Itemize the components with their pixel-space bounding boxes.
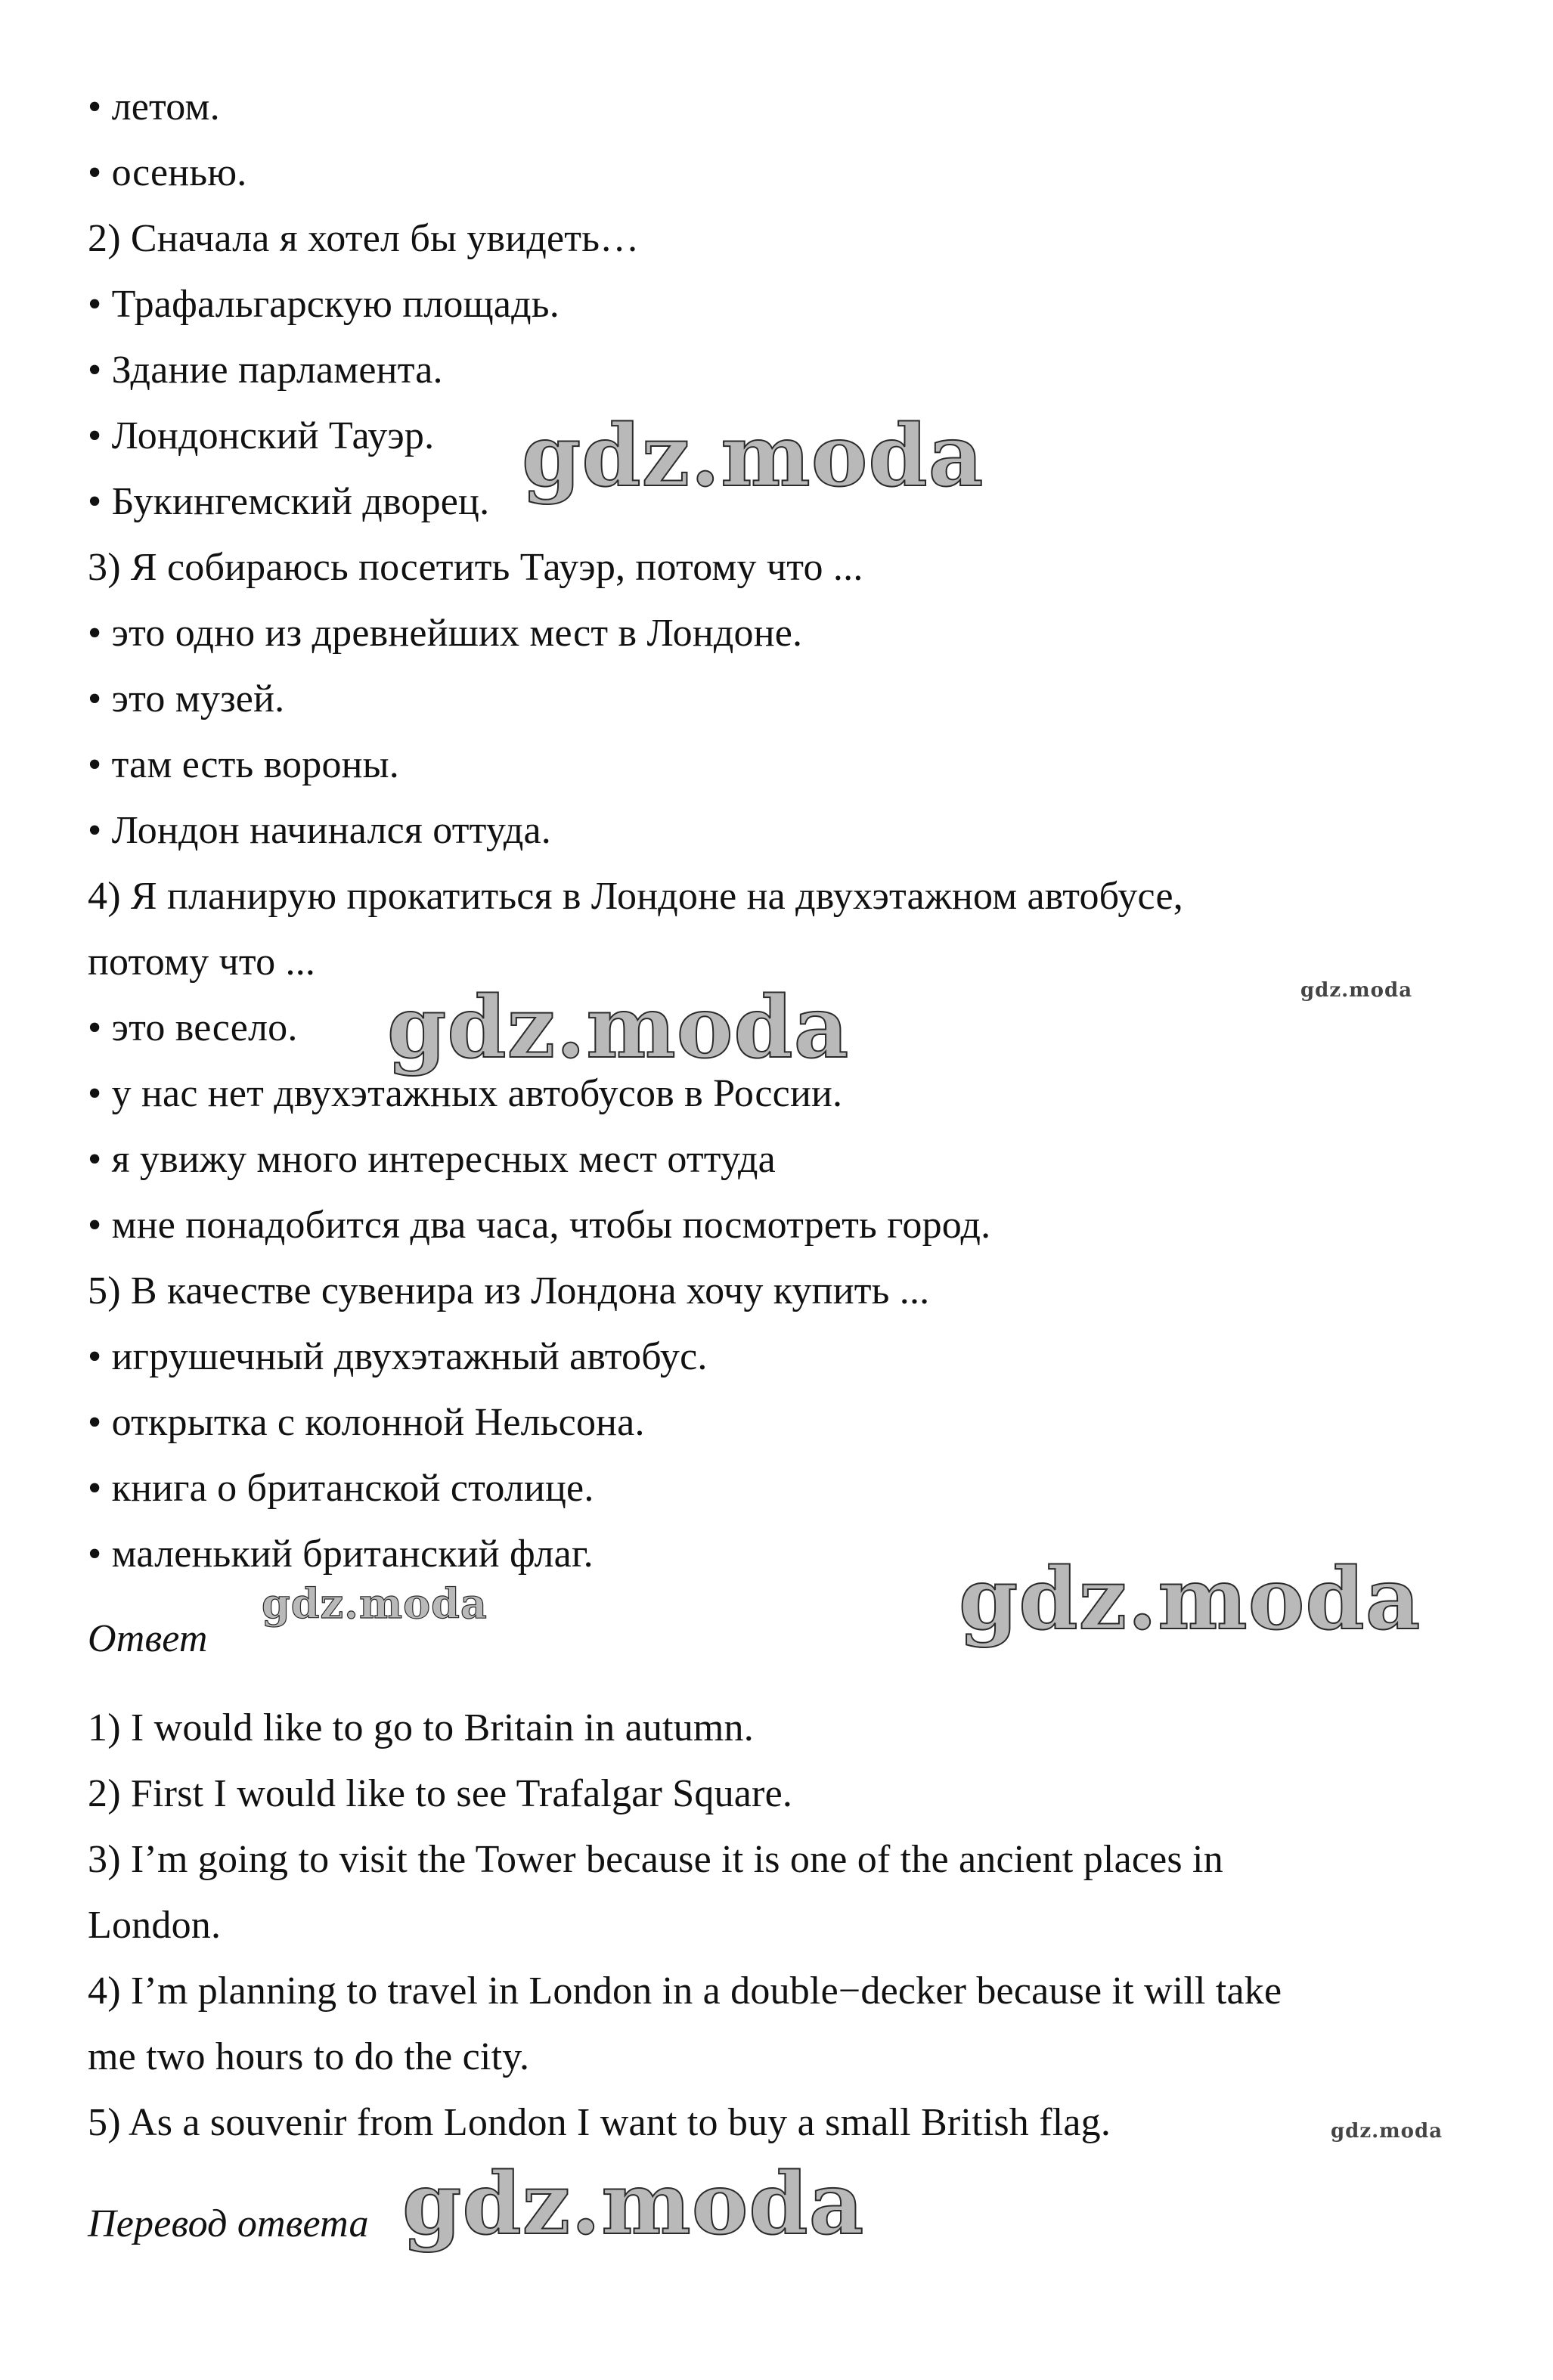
- watermark-logo: gdz.moda: [387, 978, 850, 1077]
- q2-option: • Букингемский дворец.: [88, 480, 490, 523]
- answer-line: London.: [88, 1904, 222, 1947]
- answer-line: 5) As a souvenir from London I want to buy a small British flag.: [88, 2101, 1111, 2144]
- q3-option: • это одно из древнейших мест в Лондоне.: [88, 612, 803, 655]
- q5-title: 5) В качестве сувенира из Лондона хочу купить ...: [88, 1269, 930, 1312]
- q3-option: • Лондон начинался оттуда.: [88, 809, 551, 852]
- q2-option: • Трафальгарскую площадь.: [88, 283, 560, 326]
- q4-title-line1: 4) Я планирую прокатиться в Лондоне на двухэтажном автобусе,: [88, 875, 1183, 918]
- q4-option: • мне понадобится два часа, чтобы посмотреть город.: [88, 1204, 991, 1247]
- q5-option: • игрушечный двухэтажный автобус.: [88, 1335, 708, 1378]
- q1-option-summer: • летом.: [88, 85, 220, 129]
- answer-label: Ответ: [88, 1617, 208, 1660]
- answer-line: 4) I’m planning to travel in London in a double−decker because it will take: [88, 1969, 1282, 2013]
- watermark-logo: gdz.moda: [522, 407, 984, 506]
- q3-option: • это музей.: [88, 677, 285, 721]
- q3-title: 3) Я собираюсь посетить Тауэр, потому что ...: [88, 546, 863, 589]
- watermark-logo: gdz.moda: [402, 2155, 865, 2254]
- q5-option: • книга о британской столице.: [88, 1467, 594, 1510]
- q4-option: • у нас нет двухэтажных автобусов в России.: [88, 1072, 843, 1115]
- q5-option: • открытка с колонной Нельсона.: [88, 1401, 645, 1444]
- watermark-logo: gdz.moda: [959, 1550, 1421, 1649]
- translation-label: Перевод ответа: [88, 2202, 369, 2245]
- q2-option: • Здание парламента.: [88, 349, 443, 392]
- q4-title-line2: потому что ...: [88, 941, 316, 984]
- q3-option: • там есть вороны.: [88, 743, 400, 786]
- q2-option: • Лондонский Тауэр.: [88, 414, 435, 457]
- q1-option-autumn: • осенью.: [88, 151, 247, 194]
- answer-line: 3) I’m going to visit the Tower because it is one of the ancient places in: [88, 1838, 1223, 1881]
- answer-line: 1) I would like to go to Britain in autumn.: [88, 1706, 754, 1749]
- watermark-logo: gdz.moda: [262, 1579, 488, 1628]
- q5-option: • маленький британский флаг.: [88, 1532, 594, 1576]
- q4-option: • я увижу много интересных мест оттуда: [88, 1138, 776, 1181]
- q2-title: 2) Сначала я хотел бы увидеть…: [88, 217, 640, 260]
- watermark-logo: gdz.moda: [1331, 2120, 1443, 2143]
- answer-line: me two hours to do the city.: [88, 2035, 530, 2078]
- watermark-logo: gdz.moda: [1300, 979, 1413, 1002]
- answer-line: 2) First I would like to see Trafalgar Square.: [88, 1772, 793, 1815]
- q4-option: • это весело.: [88, 1006, 298, 1049]
